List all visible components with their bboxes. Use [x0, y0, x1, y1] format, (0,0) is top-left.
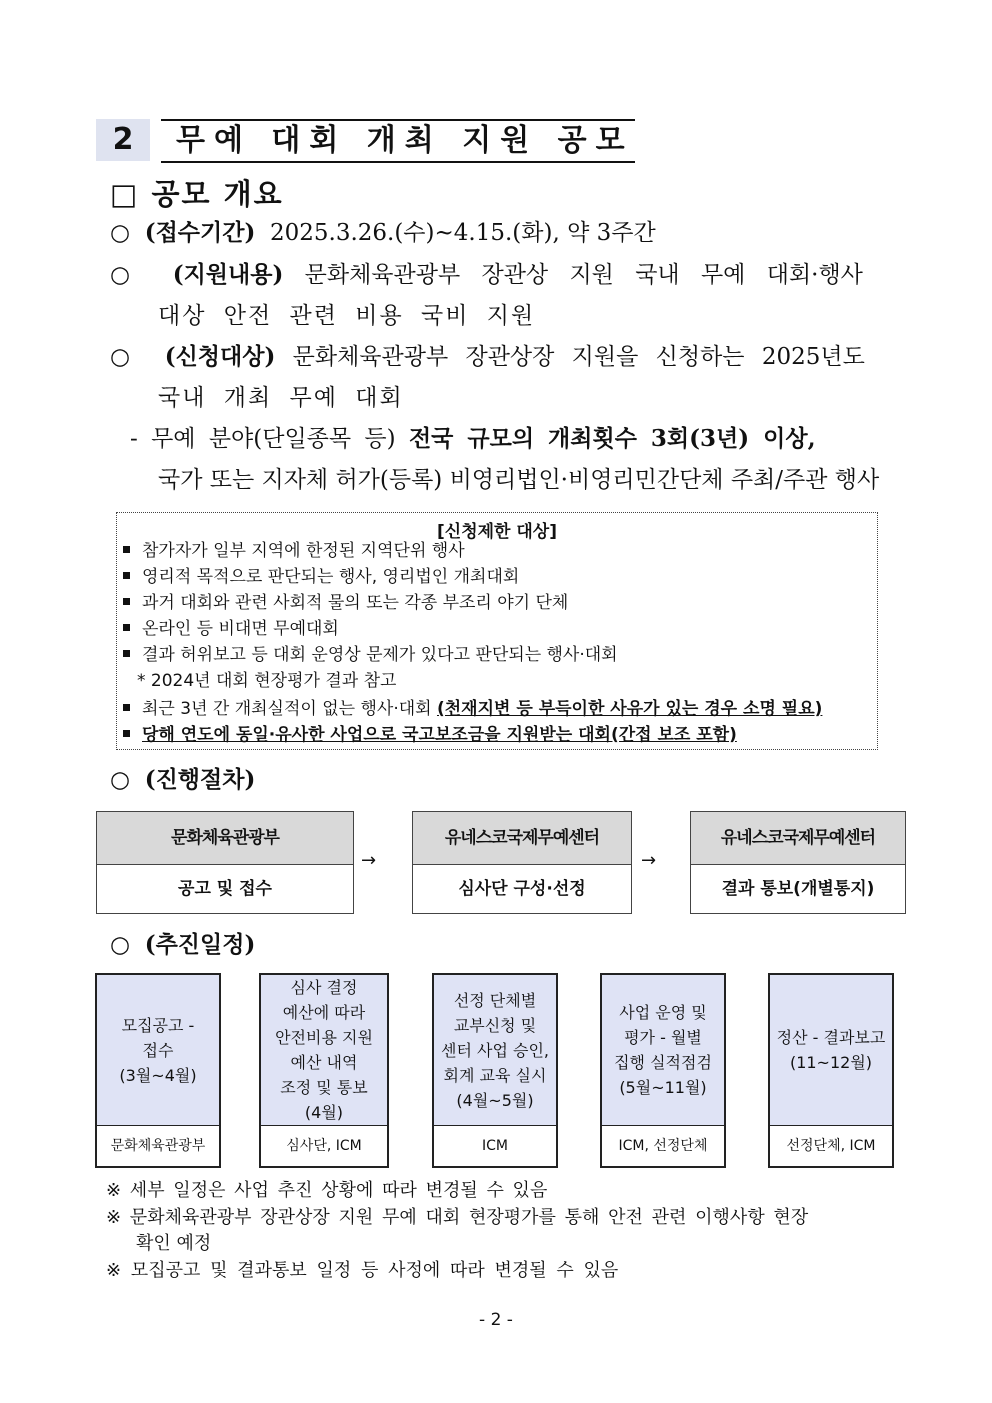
procedure-heading: ○ (진행절차)	[110, 766, 256, 793]
restriction-box	[116, 512, 878, 750]
restriction-item: 최근 3년 간 개최실적이 없는 행사·대회 (천재지변 등 부득이한 사유가 있는 경우 소명 필요)	[123, 697, 822, 721]
content-text-1: 문화체육관광부 장관상 지원 국내 무예 대회·행사	[304, 262, 863, 288]
restriction-title: [신청제한 대상]	[437, 522, 557, 542]
schedule-heading: ○ (추진일정)	[110, 931, 256, 958]
procedure-step	[96, 811, 354, 914]
section-title: 무예 대회 개최 지원 공모	[176, 123, 634, 158]
target-line-2: 국내 개최 무예 대회	[158, 385, 404, 411]
procedure-step	[690, 811, 906, 914]
overview-heading: □ 공모 개요	[110, 177, 284, 211]
schedule-card	[95, 973, 221, 1168]
period-label: (접수기간)	[144, 219, 256, 246]
period-text: 2025.3.26.(수)~4.15.(화), 약 3주간	[269, 220, 656, 246]
restriction-item: 당해 연도에 동일·유사한 사업으로 국고보조금을 지원받는 대회(간접 보조 포함)	[123, 723, 737, 747]
period-line: ○ (접수기간) 2025.3.26.(수)~4.15.(화), 약 3주간	[110, 219, 656, 246]
schedule-owner: 선정단체, ICM	[786, 1138, 876, 1154]
schedule-owner: ICM, 선정단체	[618, 1138, 708, 1154]
procedure-org: 유네스코국제무예센터	[413, 812, 631, 864]
restriction-item: 과거 대회와 관련 사회적 물의 또는 각종 부조리 야기 단체	[123, 591, 568, 615]
procedure-org: 문화체육관광부	[97, 812, 353, 864]
schedule-card	[432, 973, 558, 1168]
target-sub-bold: 전국 규모의 개최횟수 3회(3년) 이상,	[408, 425, 816, 452]
schedule-card	[600, 973, 726, 1168]
restriction-item: 온라인 등 비대면 무예대회	[123, 617, 339, 641]
restriction-item: 참가자가 일부 지역에 한정된 지역단위 행사	[123, 539, 465, 563]
square-bullet-icon	[123, 650, 130, 657]
schedule-owner: 심사단, ICM	[286, 1138, 362, 1154]
page-number: - 2 -	[479, 1310, 513, 1330]
schedule-content: 심사 결정 예산에 따라 안전비용 지원 예산 내역 조정 및 통보 (4월)	[261, 975, 387, 1126]
schedule-owner: ICM	[482, 1138, 508, 1154]
schedule-card	[259, 973, 389, 1168]
note-line: ※ 모집공고 및 결과통보 일정 등 사정에 따라 변경될 수 있음	[106, 1260, 619, 1281]
schedule-card	[768, 973, 894, 1168]
target-sub-line-2: 국가 또는 지자체 허가(등록) 비영리법인·비영리민간단체 주최/주관 행사	[158, 467, 880, 493]
square-bullet-icon	[123, 704, 130, 711]
arrow-right-icon: →	[641, 850, 657, 871]
target-sub-prefix: - 무예 분야(단일종목 등)	[130, 426, 396, 452]
arrow-right-icon: →	[361, 850, 377, 871]
target-sub-line-1	[130, 424, 816, 454]
target-label: (신청대상)	[164, 343, 276, 370]
content-line-1: ○ (지원내용) 문화체육관광부 장관상 지원 국내 무예 대회·행사	[110, 261, 863, 288]
procedure-action: 심사단 구성·선정	[413, 864, 631, 913]
restriction-item: 영리적 목적으로 판단되는 행사, 영리법인 개최대회	[123, 565, 519, 589]
square-bullet-icon	[123, 572, 130, 579]
procedure-action: 결과 통보(개별통지)	[691, 864, 905, 913]
target-line-1: ○ (신청대상) 문화체육관광부 장관상장 지원을 신청하는 2025년도	[110, 343, 865, 370]
note-line: ※ 문화체육관광부 장관상장 지원 무예 대회 현장평가를 통해 안전 관련 이행사항 현장	[106, 1207, 809, 1228]
square-bullet-icon	[123, 624, 130, 631]
square-bullet-icon	[123, 546, 130, 553]
procedure-step	[412, 811, 632, 914]
procedure-org: 유네스코국제무예센터	[691, 812, 905, 864]
note-line: 확인 예정	[136, 1233, 212, 1254]
note-line: ※ 세부 일정은 사업 추진 상황에 따라 변경될 수 있음	[106, 1180, 548, 1201]
schedule-content: 정산 - 결과보고 (11~12월)	[770, 975, 892, 1126]
square-bullet-icon	[123, 730, 130, 737]
content-label: (지원내용)	[172, 261, 284, 288]
target-text-1: 문화체육관광부 장관상장 지원을 신청하는 2025년도	[292, 344, 865, 370]
schedule-content: 모집공고 - 접수 (3월~4월)	[97, 975, 219, 1126]
restriction-note: * 2024년 대회 현장평가 결과 참고	[137, 671, 397, 691]
restriction-item: 결과 허위보고 등 대회 운영상 문제가 있다고 판단되는 행사·대회	[123, 643, 618, 667]
content-line-2: 대상 안전 관련 비용 국비 지원	[158, 303, 536, 329]
schedule-owner: 문화체육관광부	[110, 1138, 206, 1154]
schedule-content: 사업 운영 및 평가 - 월별 집행 실적점검 (5월~11월)	[602, 975, 724, 1126]
square-bullet-icon	[123, 598, 130, 605]
procedure-action: 공고 및 접수	[97, 864, 353, 913]
schedule-content: 선정 단체별 교부신청 및 센터 사업 승인, 회계 교육 실시 (4월~5월)	[434, 975, 556, 1126]
section-number: 2	[96, 119, 150, 161]
